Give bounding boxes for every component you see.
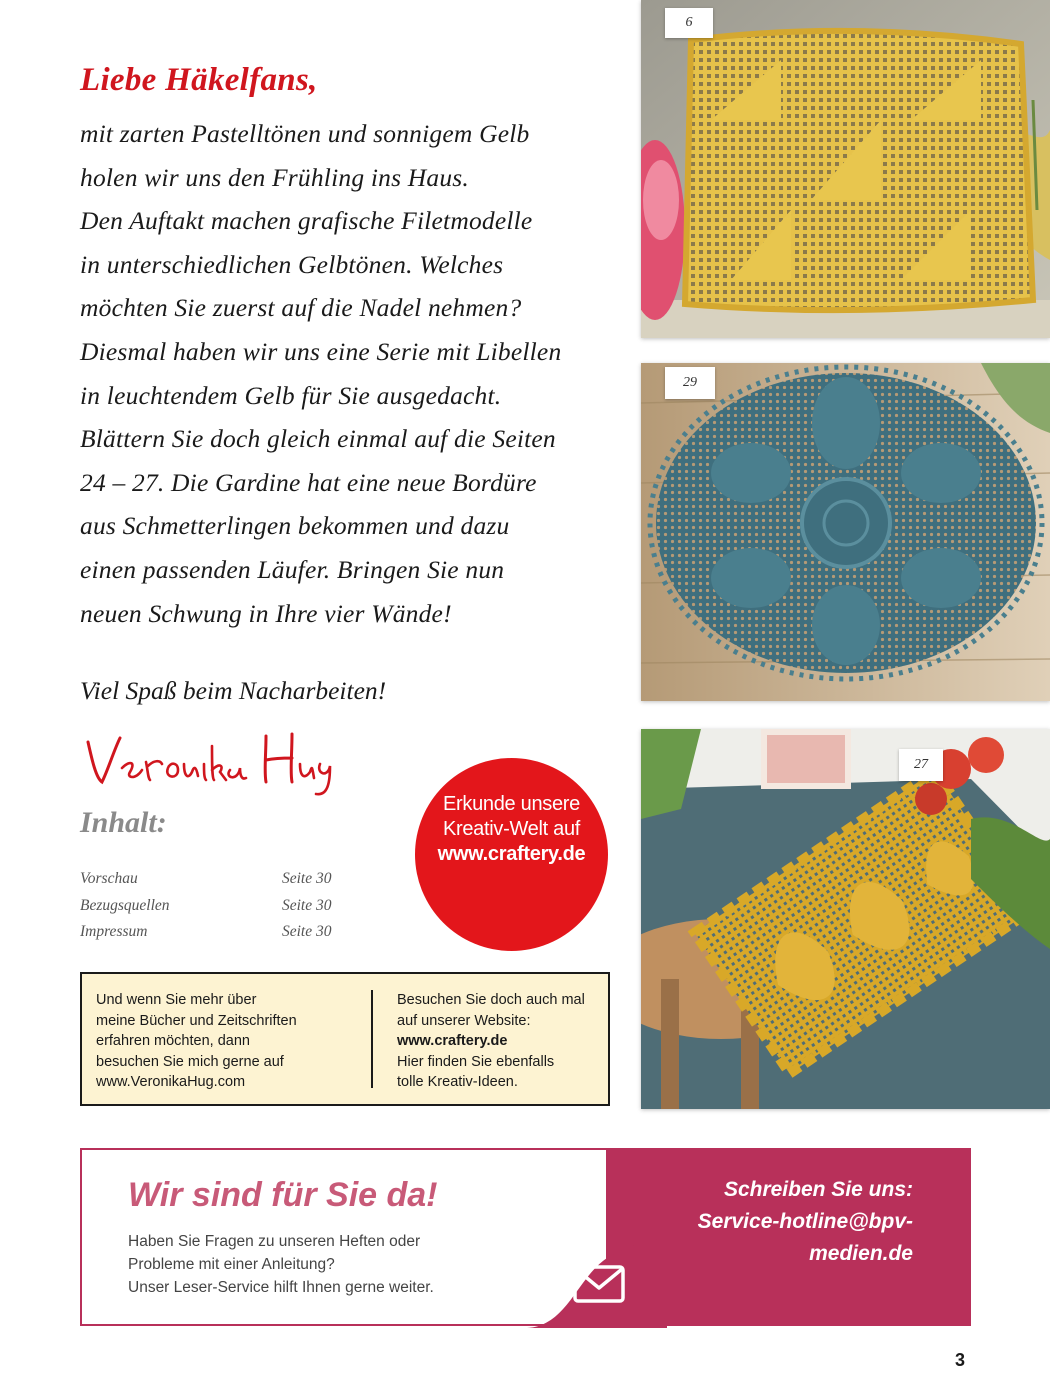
info-line: Hier finden Sie ebenfalls [397,1053,555,1070]
intro-line: in leuchtendem Gelb für Sie ausgedacht. [80,380,502,410]
reader-service-box [80,1148,971,1326]
photo-doily[interactable] [641,363,1050,701]
info-divider [371,990,373,1088]
toc-row[interactable] [80,923,340,950]
service-email-line[interactable]: medien.de [809,1242,913,1265]
page-badge: 29 [665,367,715,399]
toc-label: Impressum [80,923,148,940]
doily-image [641,363,1050,701]
toc-row[interactable] [80,870,340,897]
pillow-image [641,0,1050,338]
promo-line: Erkunde unsere [442,793,580,815]
toc-label: Bezugsquellen [80,896,170,914]
craftery-link[interactable]: www.craftery.de [397,1033,508,1049]
intro-line: einen passenden Läufer. Bringen Sie nun [80,554,505,584]
photo-pillow[interactable] [641,0,1050,338]
toc-page: Seite 30 [282,923,332,940]
toc-page: Seite 30 [282,870,332,887]
write-label: Schreiben Sie uns: [723,1178,913,1201]
info-right-column [397,990,597,1093]
service-line: Probleme mit einer Anleitung? [128,1256,335,1273]
info-line: Und wenn Sie mehr über [96,992,257,1008]
craftery-promo-badge[interactable] [415,758,608,951]
service-line: Haben Sie Fragen zu unseren Heften oder [128,1233,421,1250]
info-line: tolle Kreativ-Ideen. [397,1074,518,1090]
toc-list [80,870,340,950]
greeting-heading: Liebe Häkelfans, [80,62,318,98]
page-badge: 6 [665,8,713,38]
intro-line: holen wir uns den Frühling ins Haus. [80,162,470,192]
toc-title: Inhalt: [80,806,167,839]
info-line: auf unserer Website: [397,1012,531,1029]
intro-line: 24 – 27. Die Gardine hat eine neue Bordüre [80,467,537,497]
toc-row[interactable] [80,897,340,924]
info-line: meine Bücher und Zeitschriften [96,1012,297,1029]
promo-url[interactable]: www.craftery.de [437,843,586,865]
photo-table-runner[interactable] [641,729,1050,1109]
intro-text [80,112,640,635]
service-line: Unser Leser-Service hilft Ihnen gerne weiter. [128,1279,434,1296]
page-number: 3 [955,1350,966,1370]
page-badge: 27 [899,749,943,781]
veronikahug-link[interactable]: www.VeronikaHug.com [96,1074,246,1090]
info-box [80,972,610,1106]
intro-line: mit zarten Pastelltönen und sonnigem Gelb [80,119,530,148]
intro-line: neuen Schwung in Ihre vier Wände! [80,598,452,628]
intro-line: Blättern Sie doch gleich einmal auf die Seiten [80,424,556,454]
toc-label: Vorschau [80,870,138,887]
intro-line: in unterschiedlichen Gelbtönen. Welches [80,249,504,279]
toc-page: Seite 30 [282,896,332,914]
promo-line: Kreativ-Welt auf [442,818,581,840]
intro-line: Diesmal haben wir uns eine Serie mit Libellen [80,336,562,366]
intro-line: Den Auftakt machen grafische Filetmodelle [80,206,533,236]
info-left-column [96,990,361,1093]
info-line: erfahren möchten, dann [96,1033,250,1049]
intro-line: aus Schmetterlingen bekommen und dazu [80,511,510,541]
envelope-icon [572,1264,626,1304]
signature-image [80,720,340,800]
info-line: Besuchen Sie doch auch mal [397,992,585,1008]
intro-line: möchten Sie zuerst auf die Nadel nehmen? [80,293,522,323]
service-headline: Wir sind für Sie da! [128,1176,438,1214]
service-contact [613,1174,913,1270]
service-body [128,1230,508,1299]
closing-line: Viel Spaß beim Nacharbeiten! [80,676,387,705]
service-email-line[interactable]: Service-hotline@bpv- [697,1210,913,1233]
table-runner-image [641,729,1050,1109]
info-line: besuchen Sie mich gerne auf [96,1053,284,1070]
